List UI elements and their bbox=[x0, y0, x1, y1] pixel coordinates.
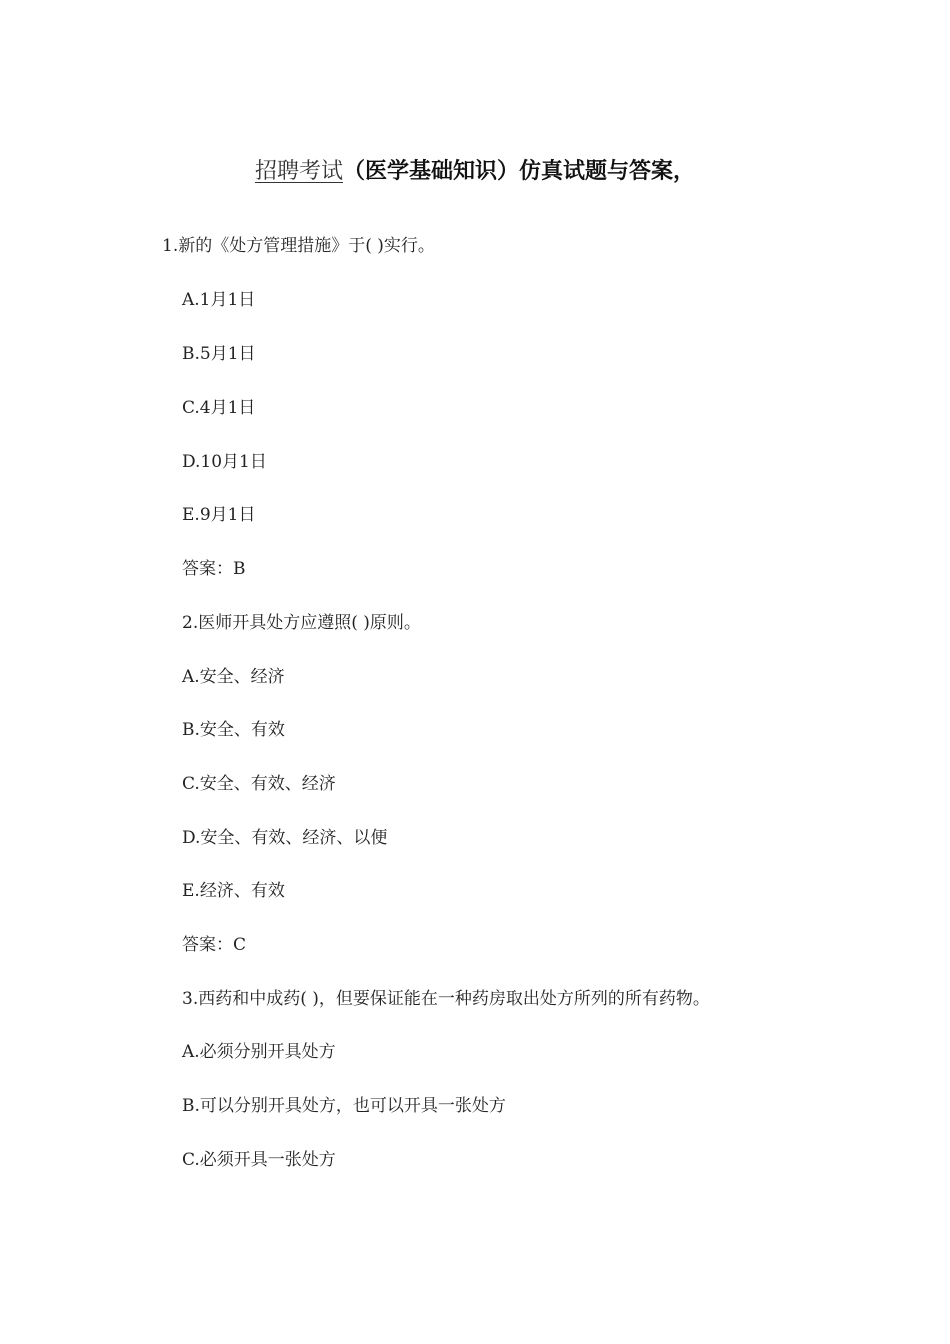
option-2c: C.安全、有效、经济 bbox=[182, 774, 336, 794]
option-1c: C.4月1日 bbox=[182, 398, 256, 418]
question-2: 2.医师开具处方应遵照( )原则。 bbox=[182, 613, 421, 633]
answer-1: 答案：B bbox=[182, 559, 246, 579]
option-1e: E.9月1日 bbox=[182, 505, 256, 525]
question-3: 3.西药和中成药( )，但要保证能在一种药房取出处方所列的所有药物。 bbox=[182, 989, 710, 1009]
option-1a: A.1月1日 bbox=[182, 290, 256, 310]
title-link[interactable]: 招聘考试 bbox=[254, 159, 343, 184]
title-text: （医学基础知识）仿真试题与答案， bbox=[343, 158, 696, 184]
option-2a: A.安全、经济 bbox=[182, 667, 285, 687]
option-1b: B.5月1日 bbox=[182, 344, 256, 364]
option-3a: A.必须分别开具处方 bbox=[182, 1042, 336, 1062]
option-3b: B.可以分别开具处方，也可以开具一张处方 bbox=[182, 1096, 506, 1116]
option-1d: D.10月1日 bbox=[182, 452, 267, 472]
question-1: 1.新的《处方管理措施》于( )实行。 bbox=[162, 236, 435, 256]
option-3c: C.必须开具一张处方 bbox=[182, 1150, 336, 1170]
option-2b: B.安全、有效 bbox=[182, 720, 285, 740]
option-2d: D.安全、有效、经济、以便 bbox=[182, 828, 388, 848]
option-2e: E.经济、有效 bbox=[182, 881, 285, 901]
document-title bbox=[0, 155, 950, 188]
answer-2: 答案：C bbox=[182, 935, 247, 955]
